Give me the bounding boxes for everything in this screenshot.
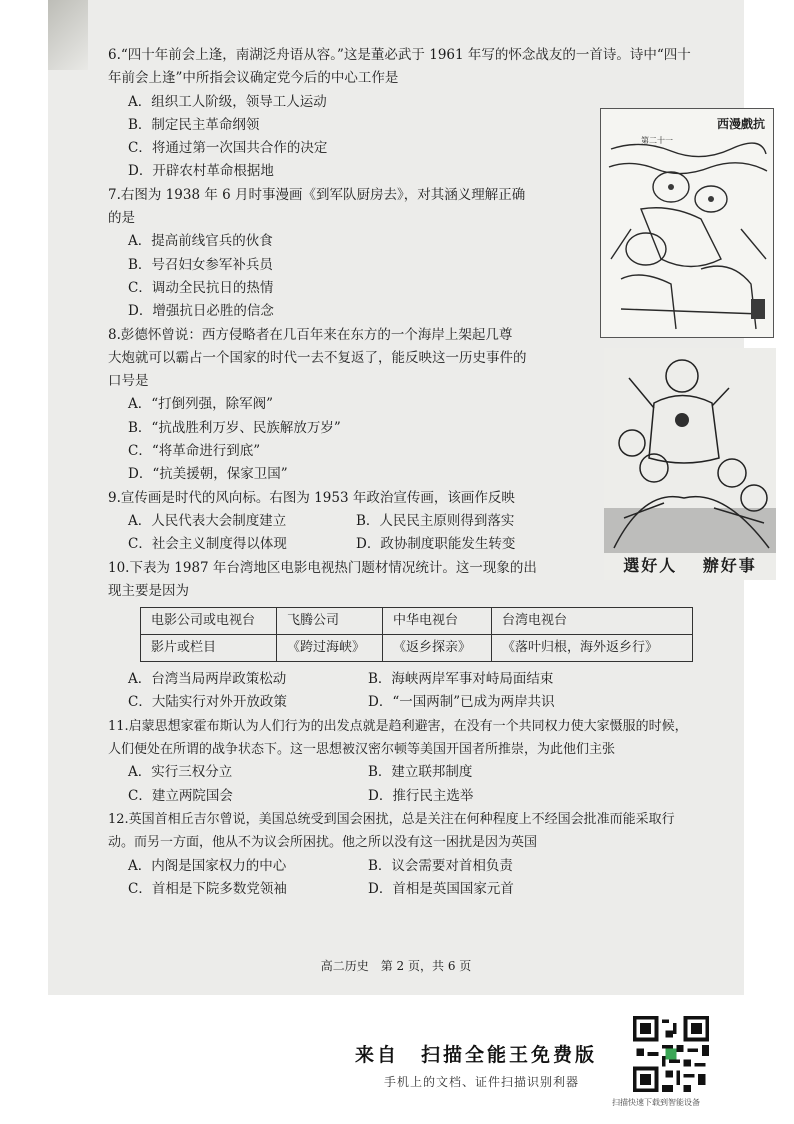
option-a: A．“打倒列强，除军阀” <box>128 396 274 413</box>
option-a: A．内阁是国家权力的中心 <box>128 857 287 874</box>
table-row <box>141 635 693 662</box>
option-d: D．开辟农村革命根据地 <box>128 163 274 180</box>
question-stem-line: 11.启蒙思想家霍布斯认为人们行为的出发点就是趋利避害，在没有一个共同权力使大家慑服的时候， <box>108 718 688 734</box>
poster-drawing <box>604 348 776 553</box>
cartoon-drawing <box>601 109 773 337</box>
option-row <box>108 668 748 691</box>
page-footer: 高二历史 第 2 页，共 6 页 <box>320 959 472 973</box>
table-cell: 《跨过海峡》 <box>277 635 383 662</box>
table-cell: 电影公司或电视台 <box>141 608 277 635</box>
option-a: A．实行三权分立 <box>128 764 233 781</box>
option-d: D．“抗美援朝，保家卫国” <box>128 466 288 483</box>
option-row <box>108 533 558 556</box>
question-stem-line: 9.宣传画是时代的风向标。右图为 1953 年政治宣传画，该画作反映 <box>108 489 515 506</box>
option-b: B．议会需要对首相负责 <box>368 857 513 874</box>
table-row <box>141 608 693 635</box>
option-d: D．政协制度职能发生转变 <box>356 536 516 553</box>
option-a: A．提高前线官兵的伙食 <box>128 233 273 250</box>
propaganda-poster <box>604 348 776 580</box>
table-cell: 台湾电视台 <box>492 608 693 635</box>
question-stem-line: 的是 <box>108 210 135 227</box>
option-row <box>108 510 558 533</box>
option-d: D．首相是英国国家元首 <box>368 880 514 897</box>
question-stem-line: 年前会上逢”中所指会议确定党今后的中心工作是 <box>108 70 399 87</box>
option-a: A．台湾当局两岸政策松动 <box>128 671 287 688</box>
question-stem-line: 8.彭德怀曾说：西方侵略者在几百年来在东方的一个海岸上架起几尊 <box>108 326 513 343</box>
option-b: B．海峡两岸军事对峙局面结束 <box>368 671 554 688</box>
option-d: D．“一国两制”已成为两岸共识 <box>368 694 555 711</box>
option-c: C．“将革命进行到底” <box>128 443 261 460</box>
option-row <box>108 691 748 714</box>
question-8 <box>108 324 558 487</box>
question-stem-line: 口号是 <box>108 373 149 390</box>
question-stem-line: 现主要是因为 <box>108 582 189 599</box>
question-12 <box>108 808 748 901</box>
option-row <box>108 761 748 784</box>
table-cell: 《返乡探亲》 <box>383 635 492 662</box>
option-row <box>108 855 748 878</box>
option-c: C．社会主义制度得以体现 <box>128 536 287 553</box>
question-9 <box>108 487 558 557</box>
cartoon-caption: 西漫戲抗 <box>716 117 765 131</box>
cartoon-subcaption: 第二十一 <box>641 136 673 145</box>
option-row <box>108 785 748 808</box>
qr-caption: 扫描快速下载到智能设备 <box>612 1098 700 1107</box>
question-10 <box>108 557 748 715</box>
option-b: B．制定民主革命纲领 <box>128 116 260 133</box>
option-a: A．人民代表大会制度建立 <box>128 512 287 529</box>
option-b: B．建立联邦制度 <box>368 764 473 781</box>
scanned-paper <box>48 0 765 995</box>
option-b: B．人民民主原则得到落实 <box>356 512 515 529</box>
question-11 <box>108 715 748 808</box>
scanner-watermark-subtitle: 手机上的文档、证件扫描识别利器 <box>384 1075 580 1089</box>
option-c: C．将通过第一次国共合作的决定 <box>128 140 328 157</box>
scanner-watermark-title: 来自 扫描全能王免费版 <box>355 1044 598 1066</box>
cartoon-image <box>600 108 774 338</box>
question-stem-line: 大炮就可以霸占一个国家的时代一去不复返了，能反映这一历史事件的 <box>108 349 527 366</box>
question-7 <box>108 184 558 324</box>
question-stem-line: 人们便处在所谓的战争状态下。这一思想被汉密尔顿等美国开国者所推崇，为此他们主张 <box>108 742 616 758</box>
question-stem-line: 12.英国首相丘吉尔曾说，美国总统受到国会困扰，总是关注在何种程度上不经国会批准而能采取行 <box>108 811 675 827</box>
option-c: C．调动全民抗日的热情 <box>128 279 274 296</box>
table-cell: 《落叶归根，海外返乡行》 <box>492 635 693 662</box>
option-row <box>108 878 748 901</box>
table-cell: 飞腾公司 <box>277 608 383 635</box>
option-c: C．首相是下院多数党领袖 <box>128 880 287 897</box>
table-cell: 中华电视台 <box>383 608 492 635</box>
question-stem-line: 动。而另一方面，他从不为议会所困扰。他之所以没有这一困扰是因为英国 <box>108 835 538 851</box>
option-b: B．号召妇女参军补兵员 <box>128 256 273 273</box>
question-stem-line: 10.下表为 1987 年台湾地区电影电视热门题材情况统计。这一现象的出 <box>108 559 537 576</box>
poster-slogan: 選好人 辦好事 <box>623 556 757 575</box>
table-cell: 影片或栏目 <box>141 635 277 662</box>
option-c: C．建立两院国会 <box>128 787 233 804</box>
question-stem-line: 7.右图为 1938 年 6 月时事漫画《到军队厨房去》，对其涵义理解正确 <box>108 186 526 203</box>
option-a: A．组织工人阶级，领导工人运动 <box>128 93 327 110</box>
topic-stats-table <box>140 607 693 662</box>
question-stem-line: 6.“四十年前会上逢，南湖泛舟语从容。”这是董必武于 1961 年写的怀念战友的一首诗。诗中“四十 <box>108 47 691 63</box>
option-b: B．“抗战胜利万岁、民族解放万岁” <box>128 419 341 436</box>
option-d: D．增强抗日必胜的信念 <box>128 303 274 320</box>
option-d: D．推行民主选举 <box>368 787 474 804</box>
qr-code-icon <box>633 1016 709 1092</box>
option-c: C．大陆实行对外开放政策 <box>128 694 287 711</box>
